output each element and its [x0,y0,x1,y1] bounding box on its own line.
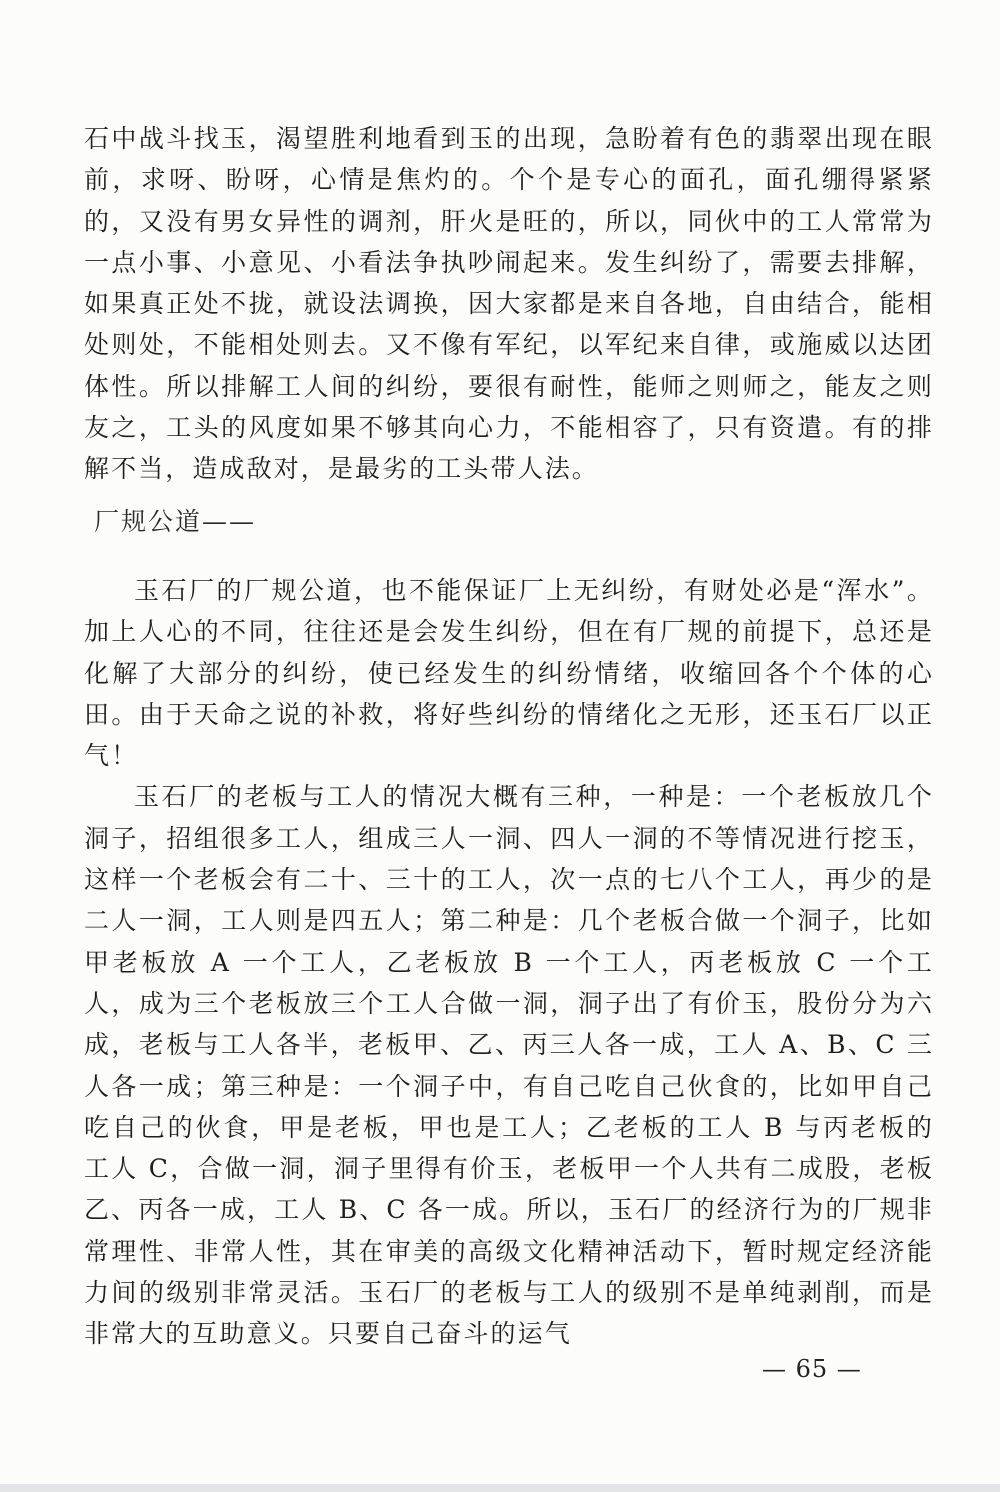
paragraph-continuation: 石中战斗找玉，渴望胜利地看到玉的出现，急盼着有色的翡翠出现在眼前，求呀、盼呀，心情是焦灼的。个个是专心的面孔，面孔绷得紧紧的，又没有男女异性的调剂，肝火是旺的，所以，同伙中的工人常常为一点小事、小意见、小看法争执吵闹起来。发生纠纷了，需要去排解，如果真正处不拢，就设法调换，因大家都是来自各地，自由结合，能相处则处，不能相处则去。又不像有军纪，以军纪来自律，或施威以达团体性。所以排解工人间的纠纷，要很有耐性，能师之则师之，能友之则友之，工头的风度如果不够其向心力，不能相容了，只有资遣。有的排解不当，造成敌对，是最劣的工头带人法。 [84,124,934,484]
page-number: — 65 — [762,1355,862,1383]
paragraph-boss-worker-types: 玉石厂的老板与工人的情况大概有三种，一种是：一个老板放几个洞子，招组很多工人，组成三人一洞、四人一洞的不等情况进行挖玉，这样一个老板会有二十、三十的工人，次一点的七八个工人，再少的是二人一洞，工人则是四五人；第二种是：几个老板合做一个洞子，比如甲老板放 A 一个工人，乙老板放 B 一个工人，丙老板放 C 一个工人，成为三个老板放三个工人合做一洞，洞子出了有价玉，股份分为六成，老板与工人各半，老板甲、乙、丙三人各一成，工人 A、B、C 三人各一成；第三种是：一个洞子中，有自己吃自己伙食的，比如甲自己吃自己的伙食，甲是老板，甲也是工人；乙老板的工人 B 与丙老板的工人 C，合做一洞，洞子里得有价玉，老板甲一个人共有二成股，老板乙、丙各一成，工人 B、C 各一成。所以，玉石厂的经济行为的厂规非常理性、非常人性，其在审美的高级文化精神活动下，暂时规定经济能力间的级别非常灵活。玉石厂的老板与工人的级别不是单纯剥削，而是非常大的互助意义。只要自己奋斗的运气 [84,782,934,1349]
paragraph-factory-rules: 玉石厂的厂规公道，也不能保证厂上无纠纷，有财处必是“浑水”。加上人心的不同，往往还是会发生纠纷，但在有厂规的前提下，总还是化解了大部分的纠纷，使已经发生的纠纷情绪，收缩回各个个体的心田。由于天命之说的补救，将好些纠纷的情绪化之无形，还玉石厂以正气！ [84,576,934,771]
scan-bottom-edge [0,1484,1000,1492]
section-heading: 厂规公道—— [94,507,257,536]
top-text-block [84,118,934,490]
main-text-block [84,570,934,1355]
